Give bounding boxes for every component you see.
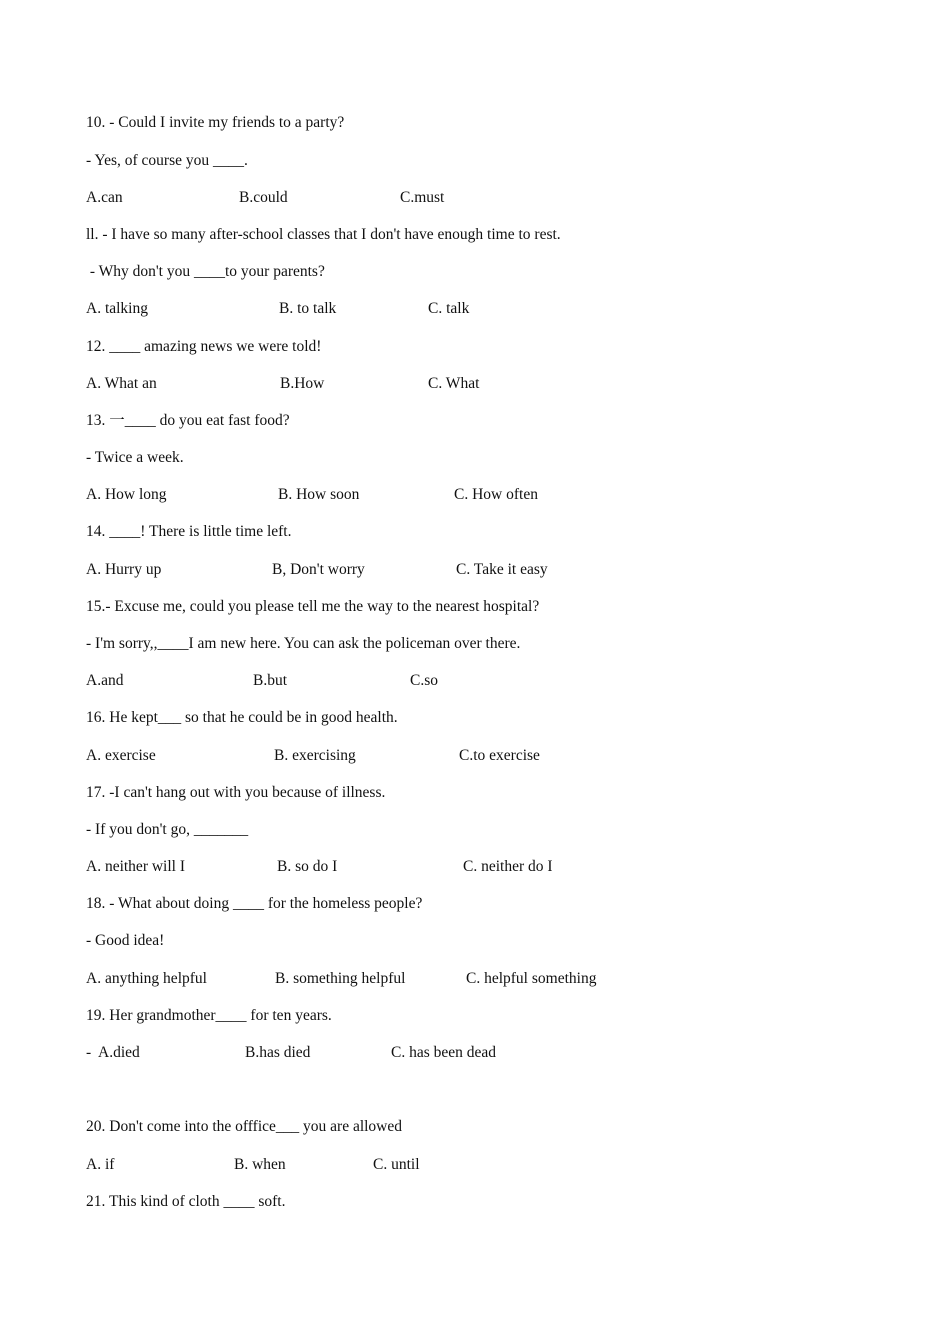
question-15-option-c: C.so xyxy=(410,672,438,689)
question-10-option-a: A.can xyxy=(86,189,123,206)
question-19-option-c: C. has been dead xyxy=(391,1044,497,1061)
question-18-option-a: A. anything helpful xyxy=(86,970,207,987)
question-10-stem: 10. - Could I invite my friends to a party? xyxy=(86,114,345,131)
question-11-option-a: A. talking xyxy=(86,300,148,317)
question-17-option-b: B. so do I xyxy=(277,858,338,875)
question-10-option-b: B.could xyxy=(239,189,288,206)
question-15-reply: - I'm sorry,,____I am new here. You can ask the policeman over there. xyxy=(86,635,521,652)
question-19-option-b: B.has died xyxy=(245,1044,311,1061)
question-17-stem: 17. -I can't hang out with you because of illness. xyxy=(86,784,386,801)
question-17-option-c: C. neither do I xyxy=(463,858,553,875)
question-19-option-a: - A.died xyxy=(86,1044,140,1061)
question-20-option-b: B. when xyxy=(234,1156,286,1173)
question-18-option-c: C. helpful something xyxy=(466,970,597,987)
question-19-stem: 19. Her grandmother____ for ten years. xyxy=(86,1007,332,1024)
question-13-reply: - Twice a week. xyxy=(86,449,184,466)
question-11-option-b: B. to talk xyxy=(279,300,337,317)
question-17-option-a: A. neither will I xyxy=(86,858,186,875)
question-15-stem: 15.- Excuse me, could you please tell me the way to the nearest hospital? xyxy=(86,598,540,615)
question-16-stem: 16. He kept___ so that he could be in good health. xyxy=(86,709,398,726)
question-12-option-a: A. What an xyxy=(86,375,157,392)
question-10-option-c: C.must xyxy=(400,189,445,206)
question-12-option-c: C. What xyxy=(428,375,480,392)
question-14-option-c: C. Take it easy xyxy=(456,561,548,578)
question-11-stem: ll. - I have so many after-school classes that I don't have enough time to rest. xyxy=(86,226,561,243)
question-10-reply: - Yes, of course you ____. xyxy=(86,152,248,169)
question-13-option-c: C. How often xyxy=(454,486,538,503)
question-20-option-c: C. until xyxy=(373,1156,420,1173)
question-18-reply: - Good idea! xyxy=(86,932,165,949)
question-18-option-b: B. something helpful xyxy=(275,970,406,987)
question-17-reply: - If you don't go, _______ xyxy=(86,821,249,838)
question-18-stem: 18. - What about doing ____ for the homeless people? xyxy=(86,895,423,912)
question-20-stem: 20. Don't come into the offfice___ you are allowed xyxy=(86,1118,403,1135)
question-16-option-c: C.to exercise xyxy=(459,747,540,764)
question-13-option-b: B. How soon xyxy=(278,486,360,503)
question-20-option-a: A. if xyxy=(86,1156,115,1173)
question-14-option-a: A. Hurry up xyxy=(86,561,162,578)
question-12-stem: 12. ____ amazing news we were told! xyxy=(86,338,322,355)
question-15-option-a: A.and xyxy=(86,672,124,689)
question-12-option-b: B.How xyxy=(280,375,325,392)
question-14-stem: 14. ____! There is little time left. xyxy=(86,523,292,540)
question-21-stem: 21. This kind of cloth ____ soft. xyxy=(86,1193,286,1210)
question-16-option-b: B. exercising xyxy=(274,747,356,764)
question-11-reply: - Why don't you ____to your parents? xyxy=(86,263,325,280)
question-16-option-a: A. exercise xyxy=(86,747,156,764)
question-11-option-c: C. talk xyxy=(428,300,470,317)
question-13-stem: 13. 一____ do you eat fast food? xyxy=(86,412,290,429)
question-15-option-b: B.but xyxy=(253,672,288,689)
question-14-option-b: B, Don't worry xyxy=(272,561,365,578)
question-13-option-a: A. How long xyxy=(86,486,167,503)
